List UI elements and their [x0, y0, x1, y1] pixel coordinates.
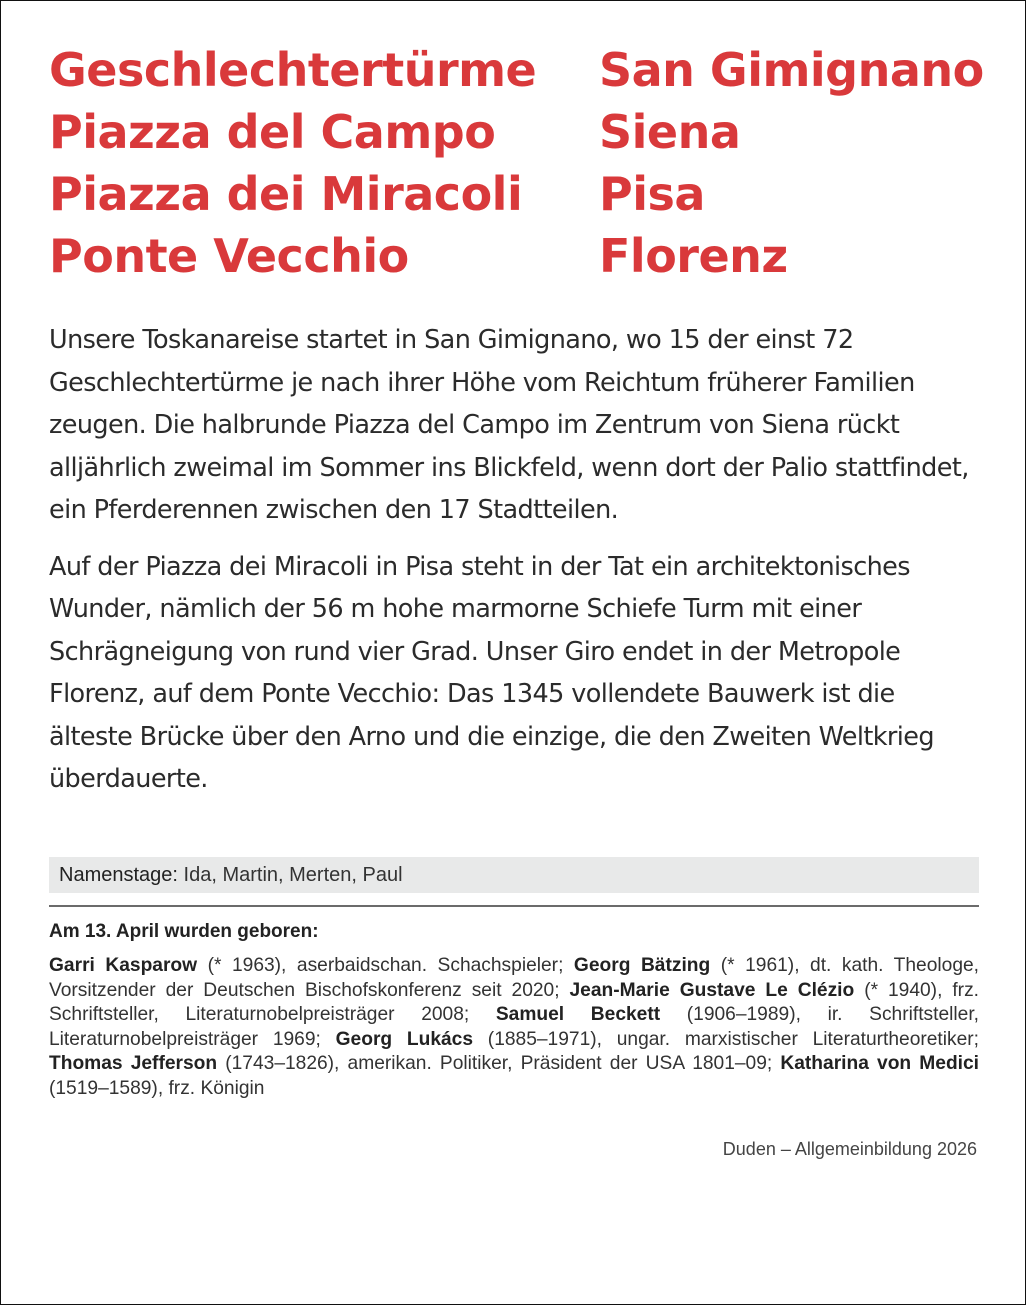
city-title: San Gimignano — [599, 43, 984, 97]
article-paragraph: Unsere Toskanareise startet in San Gimignano, wo 15 der einst 72 Geschlechtertürme je nach ihrer Höhe vom Reichtum früherer Familien zeugen. Die halbrunde Piazza del Campo im Zentrum von Siena rückt alljährlich zweimal im Sommer ins Blickfeld, wenn dort der Palio stattfindet, ein Pferderennen zwischen den 17 Stadtteilen. — [49, 325, 969, 525]
person-name: Georg Bätzing — [573, 955, 711, 976]
person-info: (* 1940), frz. Schriftsteller, Literaturnobelpreisträger 2008; — [49, 979, 980, 1025]
born-heading: Am 13. April wurden geboren: — [49, 921, 319, 942]
article-body — [49, 319, 979, 815]
city-title: Siena — [599, 105, 741, 159]
person-name: Garri Kasparow — [49, 955, 198, 976]
landmark-title: Piazza dei Miracoli — [49, 167, 523, 221]
source-credit: Duden – Allgemeinbildung 2026 — [722, 1139, 977, 1159]
person-info: (1906–1989), ir. Schriftsteller, Literaturnobelpreisträger 1969; — [49, 1004, 979, 1050]
city-column — [599, 39, 984, 287]
title-block — [49, 39, 984, 287]
divider — [49, 905, 979, 907]
landmark-title: Piazza del Campo — [49, 105, 496, 159]
person-info: (* 1961), dt. kath. Theologe, Vorsitzender der Deutschen Bischofskonferenz seit 2020; — [49, 955, 980, 1001]
person-info: (1743–1826), amerikan. Politiker, Präsident der USA 1801–09; — [217, 1053, 781, 1074]
name-days-band — [49, 857, 979, 893]
name-days-names: Ida, Martin, Merten, Paul — [183, 864, 403, 886]
landmark-title: Geschlechtertürme — [49, 43, 537, 97]
name-days-label: Namenstage: — [59, 864, 178, 886]
city-title: Pisa — [599, 167, 705, 221]
landmark-column — [49, 39, 599, 287]
person-name: Thomas Jefferson — [49, 1053, 218, 1074]
city-title: Florenz — [599, 229, 788, 283]
person-name: Georg Lukács — [335, 1028, 474, 1050]
born-list — [49, 954, 979, 1101]
person-info: (1885–1971), ungar. marxistischer Literaturtheoretiker; — [473, 1028, 979, 1050]
person-name: Katharina von Medici — [780, 1053, 979, 1074]
person-name: Samuel Beckett — [495, 1004, 661, 1025]
person-info: (* 1963), aserbaidschan. Schachspieler; — [197, 955, 574, 976]
person-name: Jean-Marie Gustave Le Clézio — [569, 979, 855, 1001]
landmark-title: Ponte Vecchio — [49, 229, 409, 283]
person-info: (1519–1589), frz. Königin — [49, 1077, 265, 1099]
article-paragraph: Auf der Piazza dei Miracoli in Pisa steht in der Tat ein architektonisches Wunder, nämlich der 56 m hohe marmorne Schiefe Turm mit einer Schrägneigung von rund vier Grad. Unser Giro endet in der Metropole Florenz, auf dem Ponte Vecchio: Das 1345 vollendete Bauwerk ist die älteste Brücke über den Arno und die einzige, die den Zweiten Weltkrieg überdauerte. — [49, 551, 934, 794]
